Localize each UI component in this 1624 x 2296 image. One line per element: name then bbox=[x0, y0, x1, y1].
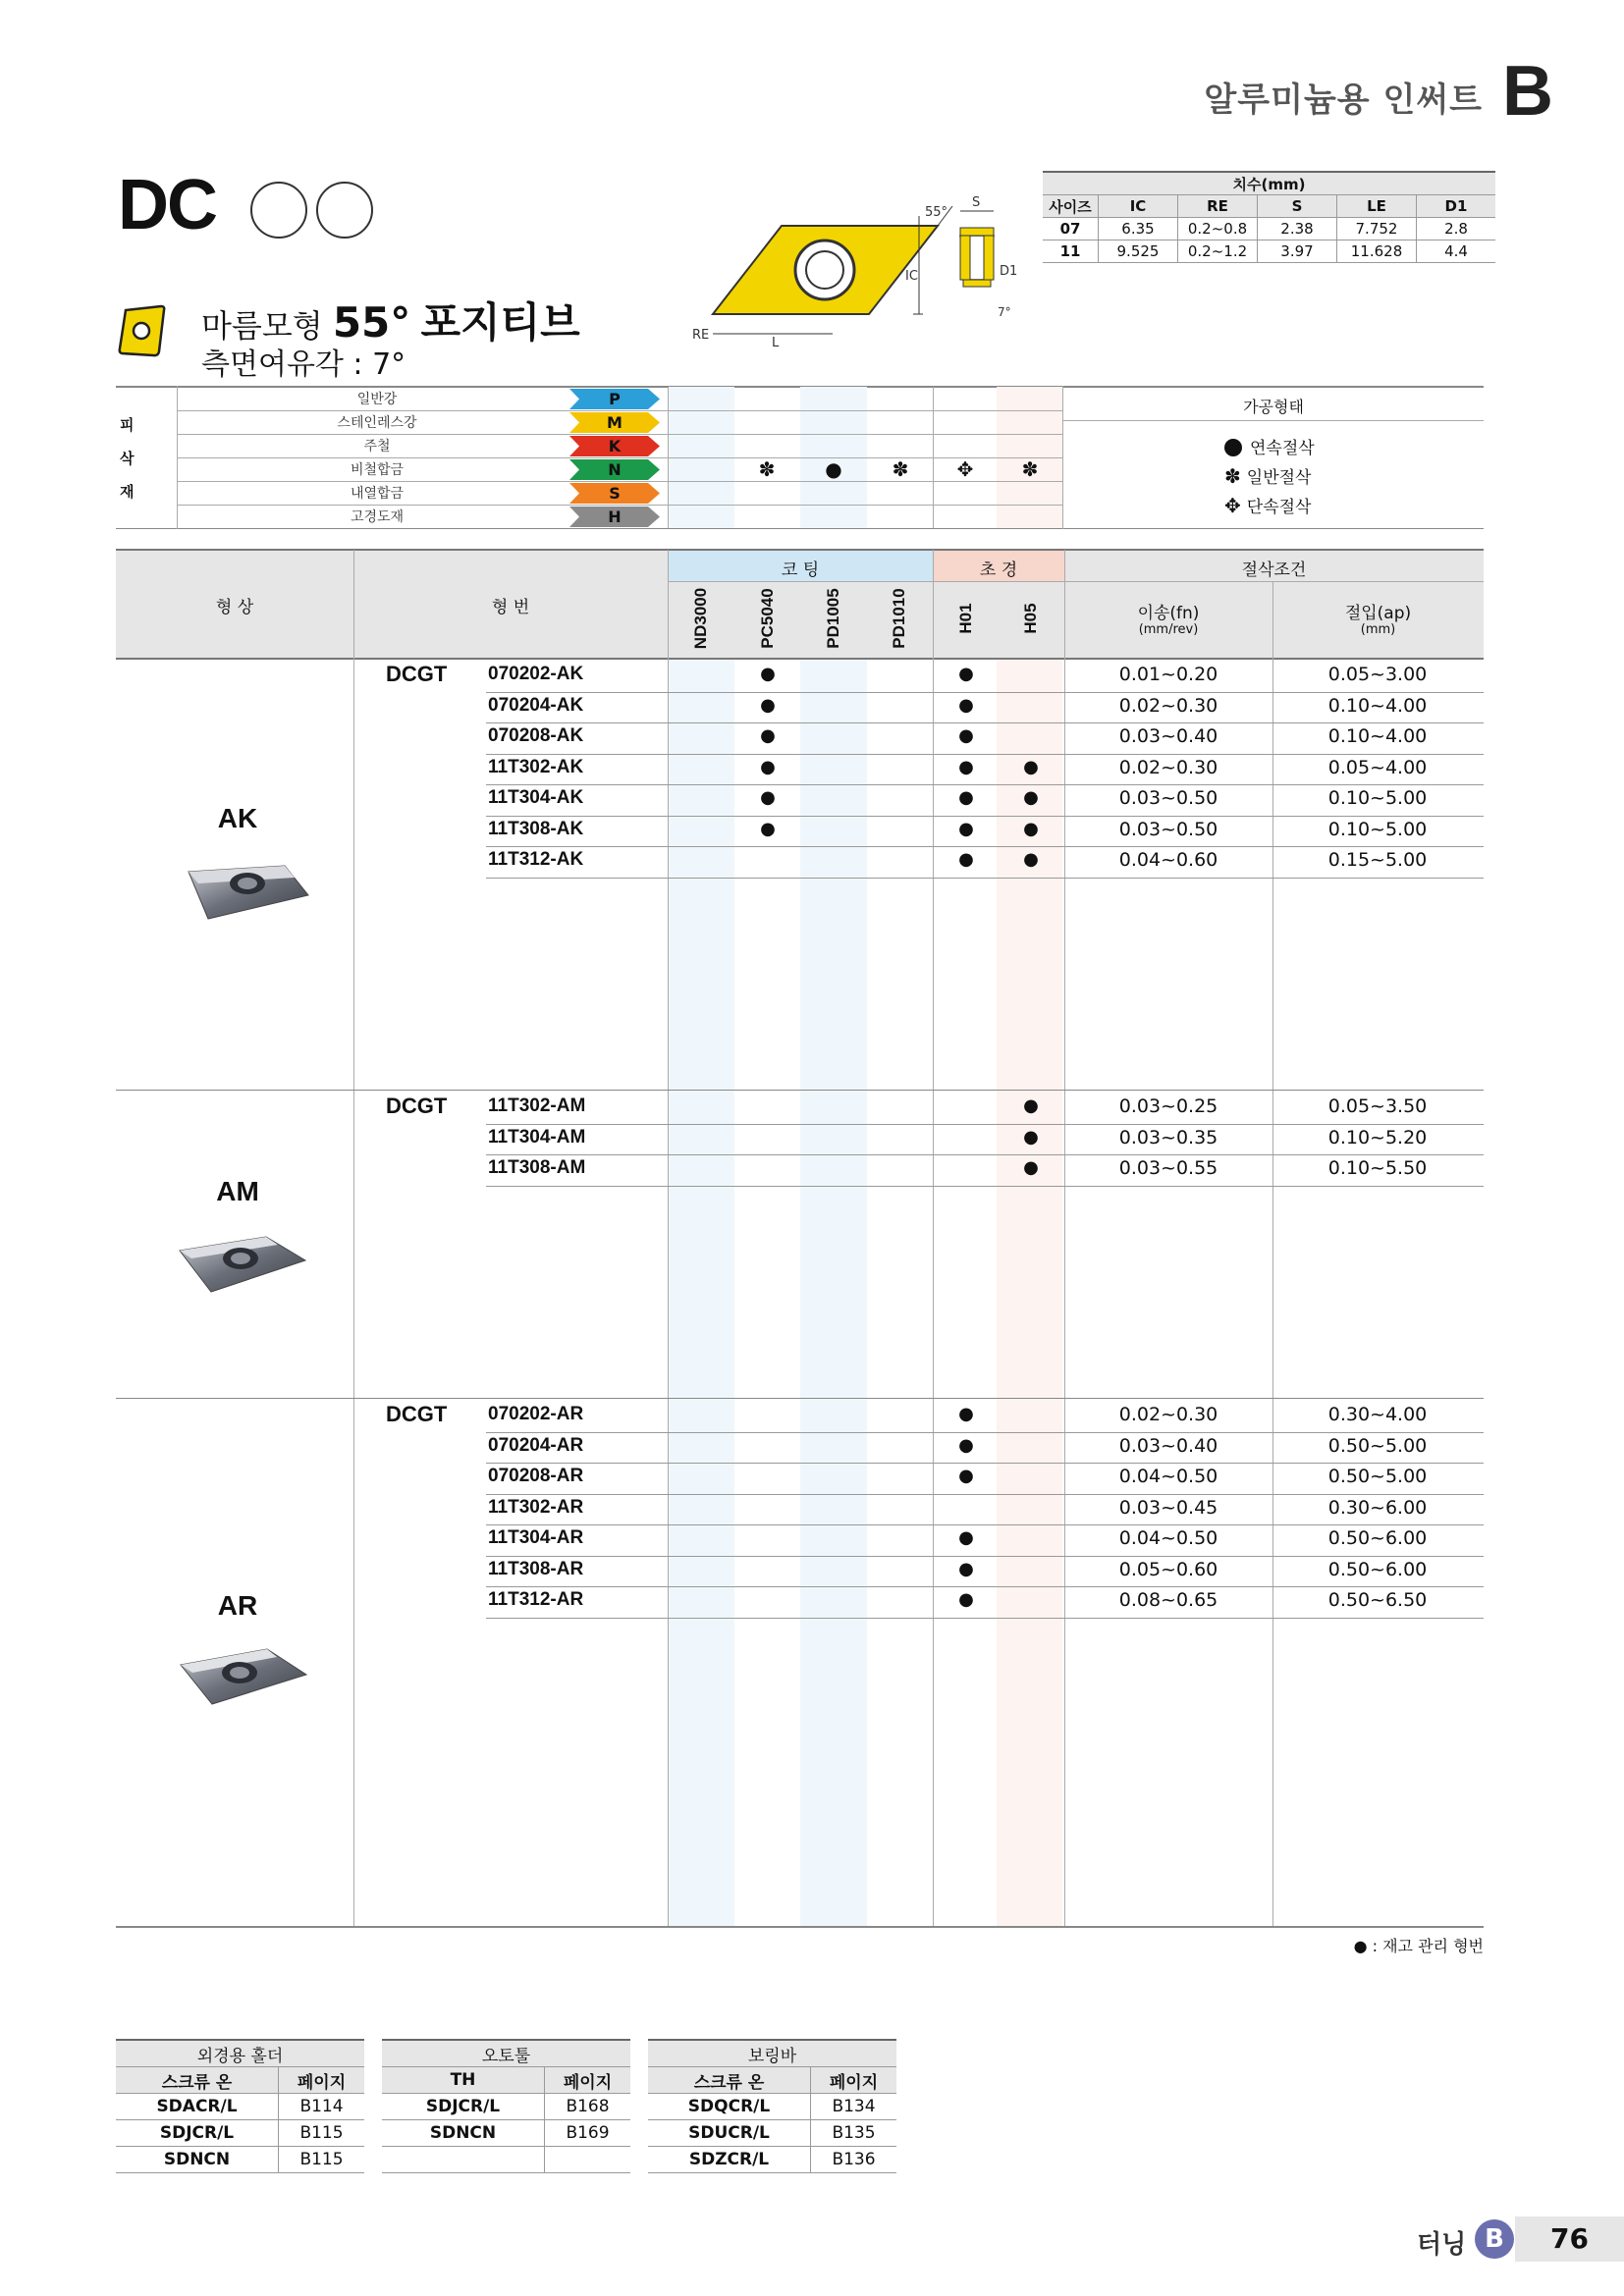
feed-value: 0.03~0.50 bbox=[1118, 818, 1218, 840]
designation: 11T302-AK bbox=[488, 756, 584, 777]
holder-model: SDNCN bbox=[382, 2120, 545, 2147]
holder-page: B134 bbox=[811, 2094, 897, 2120]
dim-cell: 3.97 bbox=[1258, 240, 1337, 263]
header-shape: 형 상 bbox=[215, 598, 254, 617]
feed-value: 0.02~0.30 bbox=[1118, 1404, 1218, 1425]
shape-type: 포지티브 bbox=[420, 298, 580, 347]
holder-table bbox=[116, 2039, 364, 2173]
depth-value: 0.05~3.00 bbox=[1327, 664, 1428, 685]
material-side-label: 재 bbox=[120, 483, 135, 501]
depth-value: 0.50~5.00 bbox=[1327, 1434, 1428, 1457]
feed-value: 0.08~0.65 bbox=[1118, 1589, 1218, 1611]
depth-value: 0.10~5.50 bbox=[1327, 1157, 1428, 1179]
mark-h01: ● bbox=[958, 664, 974, 684]
mark-pc5040: ● bbox=[760, 694, 776, 716]
grade-pd1005: PD1005 bbox=[824, 588, 842, 649]
material-side-label: 삭 bbox=[120, 450, 135, 467]
mark-h01: ● bbox=[958, 1466, 974, 1486]
material-side-label: 피 bbox=[120, 416, 135, 434]
material-code-tag bbox=[569, 412, 660, 432]
depth-value: 0.10~5.20 bbox=[1327, 1126, 1428, 1148]
stock-note: ● : 재고 관리 형번 bbox=[1353, 1937, 1484, 1955]
material-name: 내열합금 bbox=[350, 486, 405, 502]
mark-pc5040: ● bbox=[760, 664, 776, 684]
material-name: 스테인레스강 bbox=[337, 415, 417, 431]
rhombus-insert-icon bbox=[118, 304, 167, 358]
feed-value: 0.04~0.60 bbox=[1118, 849, 1218, 871]
header-depth: 절입(ap) bbox=[1344, 604, 1412, 623]
feed-value: 0.01~0.20 bbox=[1118, 664, 1218, 685]
grade-pd1010: PD1010 bbox=[890, 588, 908, 649]
continuous-cut-icon: ● bbox=[825, 457, 842, 481]
mark-h01: ● bbox=[958, 694, 974, 716]
depth-value: 0.30~6.00 bbox=[1327, 1496, 1428, 1519]
circle-icon bbox=[250, 182, 307, 239]
header-feed: 이송(fn) bbox=[1137, 604, 1200, 623]
insert-ar-image bbox=[167, 1639, 312, 1708]
mark-pc5040: ● bbox=[760, 756, 776, 777]
dim-cell: 0.2~0.8 bbox=[1178, 218, 1258, 240]
legend-general bbox=[1224, 463, 1311, 488]
header-feed-unit: (mm/rev) bbox=[1138, 622, 1199, 637]
feed-value: 0.03~0.55 bbox=[1118, 1157, 1218, 1179]
header-carbide: 초 경 bbox=[979, 561, 1018, 580]
material-code-tag bbox=[569, 389, 660, 408]
material-code-tag bbox=[569, 507, 660, 526]
dim-header: S bbox=[1258, 195, 1337, 218]
dim-cell: 0.2~1.2 bbox=[1178, 240, 1258, 263]
section-letter: B bbox=[1502, 52, 1553, 131]
dim-header: IC bbox=[1099, 195, 1178, 218]
grade-h05: H05 bbox=[1021, 603, 1040, 634]
mark-h01: ● bbox=[958, 725, 974, 746]
dim-header: RE bbox=[1178, 195, 1258, 218]
designation: 11T312-AR bbox=[488, 1589, 584, 1610]
holder-page: B135 bbox=[811, 2120, 897, 2147]
general-cut-icon: ✽ bbox=[1224, 464, 1241, 488]
designation: 070208-AK bbox=[488, 725, 584, 746]
dim-cell: 2.38 bbox=[1258, 218, 1337, 240]
legend-continuous bbox=[1224, 434, 1315, 458]
legend-label: 단속절삭 bbox=[1246, 498, 1312, 517]
feed-value: 0.03~0.40 bbox=[1118, 725, 1218, 747]
dimension-caption: 치수(mm) bbox=[1043, 172, 1495, 195]
depth-value: 0.05~3.50 bbox=[1327, 1095, 1428, 1117]
mark-h01: ● bbox=[958, 1404, 974, 1424]
material-code: S bbox=[609, 484, 621, 503]
material-name: 고경도재 bbox=[350, 509, 405, 525]
material-code: K bbox=[608, 437, 622, 455]
dim-cell: 6.35 bbox=[1099, 218, 1178, 240]
mark-h01: ● bbox=[958, 849, 974, 870]
designation: 070204-AK bbox=[488, 694, 584, 716]
mark-h01: ● bbox=[958, 756, 974, 777]
feed-value: 0.03~0.50 bbox=[1118, 787, 1218, 809]
series-label: DCGT bbox=[386, 662, 448, 686]
diagram-relief: 7° bbox=[998, 305, 1011, 319]
chipbreaker-shape: AK bbox=[217, 803, 258, 833]
insert-ak-image bbox=[169, 854, 314, 923]
mark-h05: ● bbox=[1023, 787, 1039, 808]
holder-model: SDJCR/L bbox=[116, 2120, 279, 2147]
designation: 11T308-AR bbox=[488, 1558, 584, 1579]
holder-page: B169 bbox=[545, 2120, 631, 2147]
mark-pc5040: ● bbox=[760, 818, 776, 839]
mark-h01: ● bbox=[958, 1434, 974, 1456]
diagram-d1: D1 bbox=[1000, 264, 1018, 279]
mark-h01: ● bbox=[958, 1527, 974, 1548]
material-code: P bbox=[609, 390, 621, 408]
designation: 11T302-AR bbox=[488, 1496, 584, 1518]
holder-model: SDACR/L bbox=[116, 2094, 279, 2120]
page-number: 76 bbox=[1515, 2216, 1624, 2262]
mark-h01: ● bbox=[958, 818, 974, 839]
depth-value: 0.15~5.00 bbox=[1327, 849, 1428, 871]
feed-value: 0.03~0.40 bbox=[1118, 1434, 1218, 1457]
clearance-angle: 측면여유각 : 7° bbox=[201, 347, 406, 382]
holder-page bbox=[545, 2147, 631, 2173]
holder-page: B115 bbox=[279, 2120, 365, 2147]
chipbreaker-shape: AR bbox=[217, 1590, 258, 1621]
designation: 11T304-AR bbox=[488, 1527, 584, 1548]
depth-value: 0.30~4.00 bbox=[1327, 1404, 1428, 1425]
grade-h01: H01 bbox=[956, 603, 975, 634]
mark-h01: ● bbox=[958, 1558, 974, 1579]
section-title: 알루미늄용 인써트 bbox=[1204, 80, 1483, 120]
material-name: 주철 bbox=[363, 439, 391, 454]
holder-page: B136 bbox=[811, 2147, 897, 2173]
holder-table bbox=[648, 2039, 896, 2173]
shape-label: 마름모형 bbox=[201, 307, 323, 345]
feed-value: 0.03~0.25 bbox=[1118, 1095, 1218, 1117]
insert-am-image bbox=[162, 1227, 307, 1296]
depth-value: 0.10~4.00 bbox=[1327, 725, 1428, 747]
feed-value: 0.04~0.50 bbox=[1118, 1466, 1218, 1487]
holder-title: 보링바 bbox=[648, 2040, 896, 2067]
insert-name: DC bbox=[118, 166, 216, 244]
holder-col-header: 페이지 bbox=[545, 2067, 631, 2094]
designation: 070204-AR bbox=[488, 1434, 584, 1456]
mark-h01: ● bbox=[958, 787, 974, 808]
designation: 11T304-AK bbox=[488, 787, 584, 808]
holder-model bbox=[382, 2147, 545, 2173]
holder-col-header: 스크류 온 bbox=[648, 2067, 811, 2094]
holder-title: 외경용 홀더 bbox=[116, 2040, 364, 2067]
series-label: DCGT bbox=[386, 1402, 448, 1426]
feed-value: 0.03~0.35 bbox=[1118, 1126, 1218, 1148]
material-name: 비철합금 bbox=[350, 462, 405, 478]
header-coating: 코 팅 bbox=[781, 561, 820, 580]
dim-cell: 9.525 bbox=[1099, 240, 1178, 263]
interrupted-cut-icon: ✥ bbox=[956, 457, 974, 481]
mark-h05: ● bbox=[1023, 1157, 1039, 1178]
designation: 11T302-AM bbox=[488, 1095, 586, 1116]
general-cut-icon: ✽ bbox=[1021, 457, 1039, 481]
designation: 070202-AR bbox=[488, 1404, 584, 1424]
footer-label: 터닝 bbox=[1417, 2230, 1467, 2260]
holder-model: SDUCR/L bbox=[648, 2120, 811, 2147]
header-designation: 형 번 bbox=[491, 598, 530, 617]
depth-value: 0.05~4.00 bbox=[1327, 756, 1428, 778]
designation: 11T312-AK bbox=[488, 849, 584, 870]
holder-page: B115 bbox=[279, 2147, 365, 2173]
dim-cell: 11 bbox=[1043, 240, 1099, 263]
dim-cell: 4.4 bbox=[1417, 240, 1496, 263]
holder-col-header: 페이지 bbox=[811, 2067, 897, 2094]
legend-interrupted bbox=[1224, 493, 1311, 517]
header-cutting: 절삭조건 bbox=[1241, 561, 1307, 580]
general-cut-icon: ✽ bbox=[892, 457, 909, 481]
dim-header: 사이즈 bbox=[1043, 195, 1099, 218]
designation: 11T308-AM bbox=[488, 1157, 586, 1178]
material-code-tag bbox=[569, 436, 660, 455]
legend-label: 일반절삭 bbox=[1246, 468, 1312, 488]
depth-value: 0.10~5.00 bbox=[1327, 787, 1428, 809]
diagram-s: S bbox=[972, 195, 981, 210]
mark-h05: ● bbox=[1023, 1095, 1039, 1116]
chipbreaker-shape: AM bbox=[216, 1176, 259, 1206]
insert-dimension-diagram bbox=[687, 187, 1060, 353]
holder-model: SDZCR/L bbox=[648, 2147, 811, 2173]
grade-pc5040: PC5040 bbox=[758, 588, 777, 649]
holder-table bbox=[382, 2039, 630, 2173]
series-label: DCGT bbox=[386, 1094, 448, 1118]
header-depth-unit: (mm) bbox=[1360, 622, 1396, 637]
material-name: 일반강 bbox=[356, 392, 398, 407]
depth-value: 0.50~6.00 bbox=[1327, 1558, 1428, 1580]
holder-model: SDJCR/L bbox=[382, 2094, 545, 2120]
diagram-re: RE bbox=[692, 328, 710, 343]
holder-col-header: TH bbox=[382, 2067, 545, 2094]
feed-value: 0.05~0.60 bbox=[1118, 1558, 1218, 1580]
designation: 070208-AR bbox=[488, 1466, 584, 1486]
process-title: 가공형태 bbox=[1243, 398, 1304, 416]
depth-value: 0.10~5.00 bbox=[1327, 818, 1428, 840]
diagram-ic: IC bbox=[905, 269, 918, 284]
designation: 11T308-AK bbox=[488, 818, 584, 839]
mark-h05: ● bbox=[1023, 1126, 1039, 1148]
depth-value: 0.50~6.00 bbox=[1327, 1527, 1428, 1549]
dim-cell: 11.628 bbox=[1337, 240, 1417, 263]
mark-h05: ● bbox=[1023, 849, 1039, 870]
feed-value: 0.02~0.30 bbox=[1118, 694, 1218, 717]
circle-icon bbox=[316, 182, 373, 239]
material-code: H bbox=[608, 507, 622, 526]
diagram-l: L bbox=[772, 336, 780, 350]
holder-model: SDQCR/L bbox=[648, 2094, 811, 2120]
material-code-tag bbox=[569, 483, 660, 503]
feed-value: 0.02~0.30 bbox=[1118, 756, 1218, 778]
mark-h01: ● bbox=[958, 1589, 974, 1610]
material-code-tag bbox=[569, 459, 660, 479]
holder-col-header: 페이지 bbox=[279, 2067, 365, 2094]
dim-cell: 2.8 bbox=[1417, 218, 1496, 240]
interrupted-cut-icon: ✥ bbox=[1224, 494, 1241, 517]
dim-header: D1 bbox=[1417, 195, 1496, 218]
continuous-cut-icon bbox=[1224, 439, 1242, 456]
dimension-table bbox=[1043, 171, 1495, 263]
depth-value: 0.50~6.50 bbox=[1327, 1589, 1428, 1611]
mark-h05: ● bbox=[1023, 756, 1039, 777]
designation: 070202-AK bbox=[488, 664, 584, 684]
designation: 11T304-AM bbox=[488, 1126, 586, 1148]
legend-label: 연속절삭 bbox=[1250, 439, 1315, 458]
material-code: M bbox=[607, 413, 623, 432]
dim-cell: 7.752 bbox=[1337, 218, 1417, 240]
holder-title: 오토툴 bbox=[382, 2040, 630, 2067]
mark-h05: ● bbox=[1023, 818, 1039, 839]
general-cut-icon: ✽ bbox=[758, 457, 776, 481]
feed-value: 0.04~0.50 bbox=[1118, 1527, 1218, 1549]
holder-model: SDNCN bbox=[116, 2147, 279, 2173]
mark-pc5040: ● bbox=[760, 725, 776, 746]
mark-pc5040: ● bbox=[760, 787, 776, 808]
holder-col-header: 스크류 온 bbox=[116, 2067, 279, 2094]
shape-angle: 55° bbox=[332, 298, 411, 347]
dim-header: LE bbox=[1337, 195, 1417, 218]
dim-cell: 07 bbox=[1043, 218, 1099, 240]
material-code: N bbox=[608, 460, 622, 479]
holder-page: B114 bbox=[279, 2094, 365, 2120]
depth-value: 0.50~5.00 bbox=[1327, 1466, 1428, 1487]
holder-page: B168 bbox=[545, 2094, 631, 2120]
grade-nd3000: ND3000 bbox=[691, 587, 710, 650]
depth-value: 0.10~4.00 bbox=[1327, 694, 1428, 717]
feed-value: 0.03~0.45 bbox=[1118, 1496, 1218, 1519]
diagram-angle: 55° bbox=[925, 205, 948, 220]
footer-letter-badge: B bbox=[1475, 2219, 1514, 2259]
